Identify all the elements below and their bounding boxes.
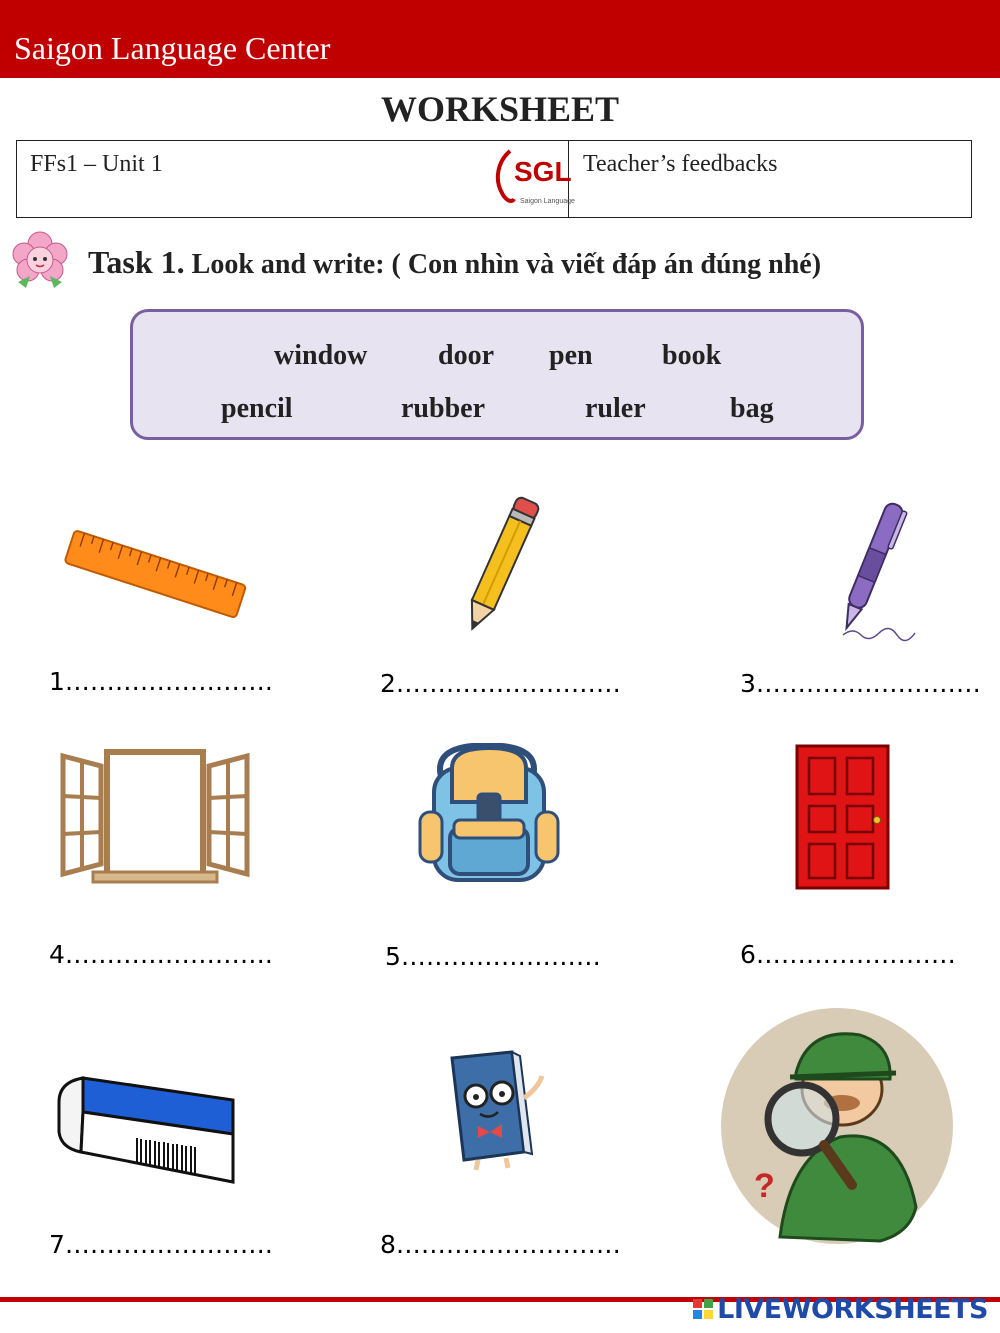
page-title: WORKSHEET xyxy=(380,89,620,129)
word-ruler: ruler xyxy=(585,393,646,424)
word-bag: bag xyxy=(730,393,774,424)
answer-line-3[interactable]: 3……………………… xyxy=(740,669,981,698)
word-rubber: rubber xyxy=(401,393,485,424)
flower-icon xyxy=(8,230,72,294)
word-pen: pen xyxy=(549,340,593,371)
window-image xyxy=(55,748,255,886)
task-heading xyxy=(88,244,821,281)
sgl-logo xyxy=(490,143,575,213)
book-image xyxy=(428,1048,553,1173)
detective-image xyxy=(720,1007,955,1245)
ruler-image xyxy=(60,525,250,625)
word-book: book xyxy=(662,340,722,371)
word-window: window xyxy=(274,340,368,371)
answer-line-4[interactable]: 4……………………. xyxy=(49,940,273,969)
door-image xyxy=(795,744,890,890)
answer-line-6[interactable]: 6…………………… xyxy=(740,940,956,969)
unit-label: FFs1 – Unit 1 xyxy=(30,151,163,177)
liveworksheets-brand[interactable] xyxy=(692,1294,988,1325)
svg-text:?: ? xyxy=(754,1167,775,1205)
word-pencil: pencil xyxy=(221,393,293,424)
pencil-image xyxy=(455,485,550,640)
info-box xyxy=(16,140,972,218)
backpack-image xyxy=(412,740,562,885)
word-bank xyxy=(130,309,864,440)
rubber-image xyxy=(55,1072,240,1190)
answer-line-5[interactable]: 5…………………… xyxy=(385,942,601,971)
pen-image xyxy=(825,495,920,645)
task-number: Task 1. xyxy=(88,244,185,280)
answer-line-2[interactable]: 2……………………… xyxy=(380,669,621,698)
liveworksheets-text: LIVEWORKSHEETS xyxy=(717,1294,988,1325)
liveworksheets-logo-icon xyxy=(692,1298,714,1320)
unit-cell xyxy=(17,141,575,217)
answer-line-7[interactable]: 7……………………. xyxy=(49,1230,273,1259)
task-instruction: Look and write: ( Con nhìn và viết đáp án đúng nhé) xyxy=(191,249,822,280)
center-name: Saigon Language Center xyxy=(14,30,331,66)
answer-line-8[interactable]: 8……………………… xyxy=(380,1230,621,1259)
answer-line-1[interactable]: 1……………………. xyxy=(49,667,273,696)
logo-subtext: Saigon Language xyxy=(520,198,575,205)
header-bar xyxy=(0,0,1000,78)
word-door: door xyxy=(438,340,494,371)
teacher-feedback-label: Teacher’s feedbacks xyxy=(583,151,778,177)
logo-text: SGL xyxy=(514,156,572,187)
